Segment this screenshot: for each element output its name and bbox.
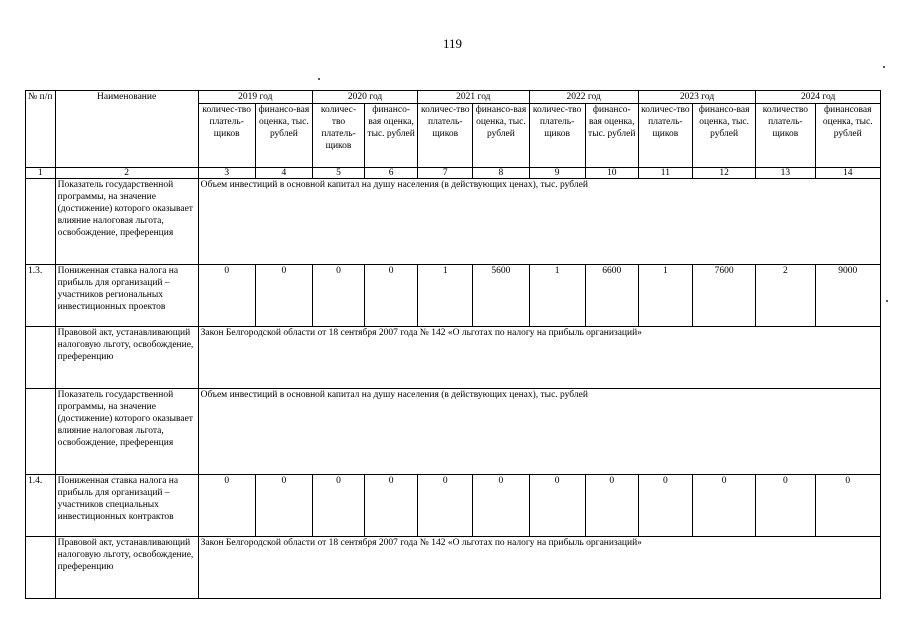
row-span-text: Объем инвестиций в основной капитал на душу населения (в действующих ценах), тыс. рублей [198,389,880,475]
row-name: Показатель государственной программы, на значение (достижение) которого оказывает влияние налоговая льгота, освобождение, преференция [55,389,198,475]
scan-speck [883,66,885,68]
header-year: 2024 год [756,91,881,104]
value-cell: 0 [756,475,815,537]
value-cell: 0 [312,265,364,327]
value-cell: 1 [638,265,692,327]
column-number: 8 [473,168,529,179]
row-number [26,389,56,475]
column-number: 13 [756,168,815,179]
header-row-years [26,91,881,104]
tax-benefits-table [25,90,881,599]
row-number: 1.4. [26,475,56,537]
value-cell: 0 [198,265,255,327]
table-row [26,475,881,537]
header-payers: количес-тво платель-щиков [312,104,364,168]
value-cell: 0 [529,475,585,537]
table-row [26,265,881,327]
header-row-column-numbers [26,168,881,179]
row-name: Правовой акт, устанавливающий налоговую льготу, освобождение, преференцию [55,327,198,389]
header-year: 2022 год [529,91,638,104]
value-cell: 0 [815,475,881,537]
table-row [26,389,881,475]
scan-speck [886,300,888,302]
column-number: 1 [26,168,56,179]
row-name: Пониженная ставка налога на прибыль для организаций – участников региональных инвестиционных проектов [55,265,198,327]
header-financial: финансо-вая оценка, тыс. рублей [585,104,638,168]
value-cell: 0 [255,265,312,327]
value-cell: 0 [198,475,255,537]
row-span-text: Объем инвестиций в основной капитал на душу населения (в действующих ценах), тыс. рублей [198,179,880,265]
row-number: 1.3. [26,265,56,327]
value-cell: 1 [418,265,473,327]
header-payers: количес-тво платель-щиков [198,104,255,168]
scan-speck [318,78,320,80]
row-number [26,537,56,599]
header-year: 2023 год [638,91,755,104]
value-cell: 0 [312,475,364,537]
value-cell: 5600 [473,265,529,327]
row-name: Правовой акт, устанавливающий налоговую льготу, освобождение, преференцию [55,537,198,599]
value-cell: 0 [365,265,418,327]
value-cell: 2 [756,265,815,327]
header-year: 2021 год [418,91,529,104]
value-cell: 7600 [692,265,755,327]
value-cell: 1 [529,265,585,327]
row-span-text: Закон Белгородской области от 18 сентября 2007 года № 142 «О льготах по налогу на прибыль организаций» [198,327,880,389]
header-financial: финансо-вая оценка, тыс. рублей [473,104,529,168]
column-number: 9 [529,168,585,179]
value-cell: 0 [638,475,692,537]
page-number: 119 [442,36,463,51]
column-number: 5 [312,168,364,179]
table-row [26,327,881,389]
row-span-text: Закон Белгородской области от 18 сентября 2007 года № 142 «О льготах по налогу на прибыль организаций» [198,537,880,599]
header-year: 2020 год [312,91,417,104]
header-payers: количес-тво платель-щиков [529,104,585,168]
column-number: 10 [585,168,638,179]
value-cell: 0 [418,475,473,537]
row-name: Пониженная ставка налога на прибыль для организаций – участников специальных инвестиционных контрактов [55,475,198,537]
header-financial: финансо-вая оценка, тыс. рублей [692,104,755,168]
column-number: 12 [692,168,755,179]
column-number: 3 [198,168,255,179]
column-number: 7 [418,168,473,179]
header-year: 2019 год [198,91,312,104]
table-row [26,537,881,599]
value-cell: 0 [585,475,638,537]
header-no: № п/п [26,91,56,168]
column-number: 2 [55,168,198,179]
column-number: 14 [815,168,881,179]
header-payers: количес-тво платель-щиков [418,104,473,168]
header-financial: финансо-вая оценка, тыс. рублей [255,104,312,168]
value-cell: 6600 [585,265,638,327]
header-financial: финансо-вая оценка, тыс. рублей [365,104,418,168]
value-cell: 0 [365,475,418,537]
header-payers: количество платель-щиков [756,104,815,168]
row-number [26,327,56,389]
header-payers: количес-тво платель-щиков [638,104,692,168]
column-number: 4 [255,168,312,179]
column-number: 11 [638,168,692,179]
header-name: Наименование [55,91,198,168]
row-name: Показатель государственной программы, на значение (достижение) которого оказывает влияние налоговая льгота, освобождение, преференция [55,179,198,265]
row-number [26,179,56,265]
table-row [26,179,881,265]
value-cell: 9000 [815,265,881,327]
header-financial: финансовая оценка, тыс. рублей [815,104,881,168]
column-number: 6 [365,168,418,179]
value-cell: 0 [692,475,755,537]
value-cell: 0 [255,475,312,537]
value-cell: 0 [473,475,529,537]
